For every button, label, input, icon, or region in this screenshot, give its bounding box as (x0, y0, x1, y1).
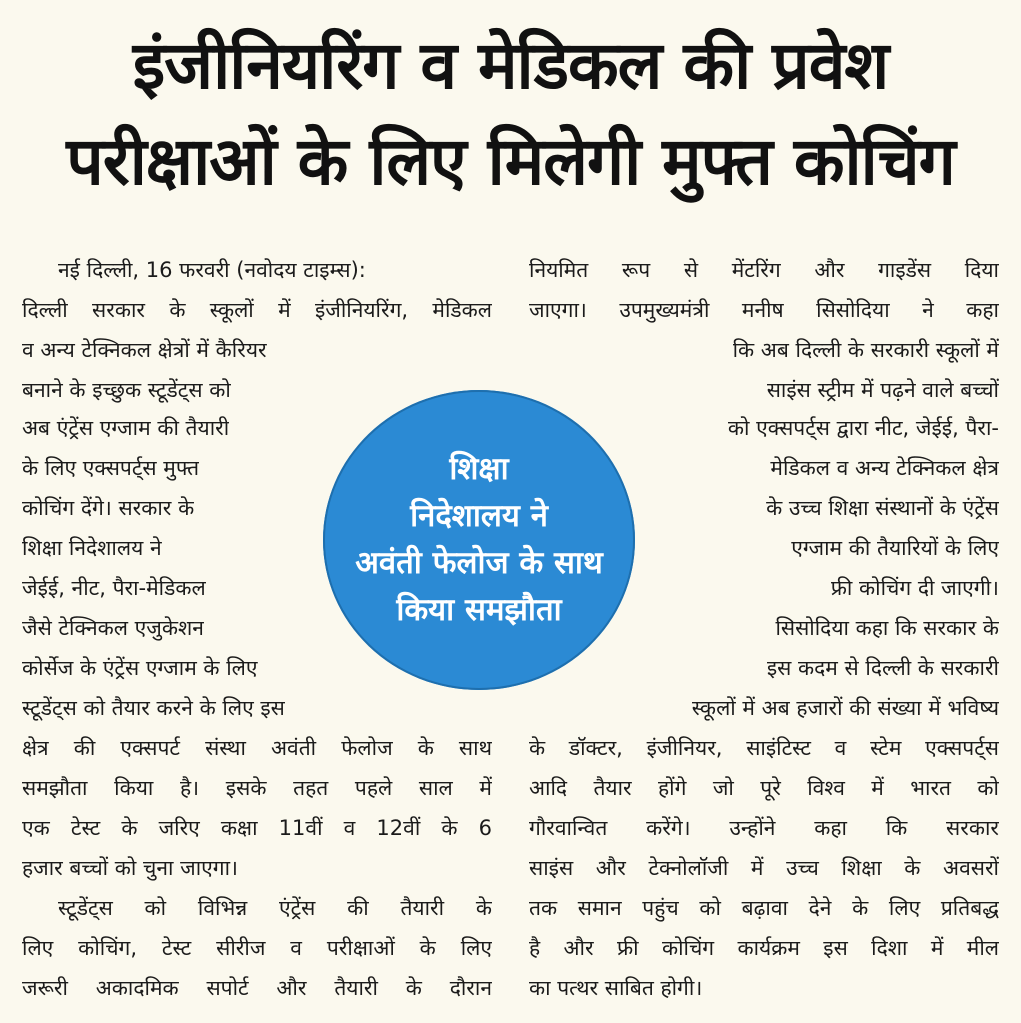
article-line: दिल्ली सरकार के स्कूलों में इंजीनियरिंग, मेडिकल (22, 298, 492, 322)
article-line: है और फ्री कोचिंग कार्यक्रम इस दिशा में मील (529, 936, 999, 960)
article-line: कोचिंग देंगे। सरकार के (22, 496, 195, 520)
headline-line-1: इंजीनियरिंग व मेडिकल की प्रवेश (132, 27, 889, 104)
pull-quote-line-3: अवंती फेलोज के साथ (355, 545, 603, 581)
article-line: साइंस और टेक्नोलॉजी में उच्च शिक्षा के अवसरों (529, 856, 999, 880)
article-line: शिक्षा निदेशालय ने (22, 536, 162, 560)
article-line: के डॉक्टर, इंजीनियर, साइंटिस्ट व स्टेम एक्सपर्ट्स (529, 736, 999, 760)
article-line: के उच्च शिक्षा संस्थानों के एंट्रेंस (766, 496, 999, 520)
article-line: व अन्य टेक्निकल क्षेत्रों में कैरियर (22, 338, 267, 362)
article-line: स्टूडेंट्स को विभिन्न एंट्रेंस की तैयारी के (58, 896, 492, 920)
article-line: आदि तैयार होंगे जो पूरे विश्व में भारत को (529, 776, 999, 800)
pull-quote-line-4: किया समझौता (396, 592, 562, 628)
article-line: जरूरी अकादमिक सपोर्ट और तैयारी के दौरान (22, 976, 492, 1000)
article-line: कि अब दिल्ली के सरकारी स्कूलों में (732, 338, 999, 362)
headline (0, 18, 1021, 210)
pull-quote-circle (323, 390, 635, 690)
headline-line-2: परीक्षाओं के लिए मिलेगी मुफ्त कोचिंग (66, 123, 955, 200)
article-line: क्षेत्र की एक्सपर्ट संस्था अवंती फेलोज के साथ (22, 736, 492, 760)
article-line: जैसे टेक्निकल एजुकेशन (22, 616, 204, 640)
article-line: लिए कोचिंग, टेस्ट सीरीज व परीक्षाओं के लिए (22, 936, 492, 960)
article-line: तक समान पहुंच को बढ़ावा देने के लिए प्रतिबद्ध (529, 896, 999, 920)
article-line: इस कदम से दिल्ली के सरकारी (766, 656, 999, 680)
article-line: को एक्सपर्ट्स द्वारा नीट, जेईई, पैरा- (727, 416, 999, 440)
pull-quote-line-2: निदेशालय ने (410, 498, 548, 534)
article-line: मेडिकल व अन्य टेक्निकल क्षेत्र (770, 456, 999, 480)
article-line: का पत्थर साबित होगी। (529, 976, 703, 1000)
article-line: हजार बच्चों को चुना जाएगा। (22, 856, 238, 880)
article-line: नियमित रूप से मेंटरिंग और गाइडेंस दिया (529, 258, 999, 282)
article-line: स्कूलों में अब हजारों की संख्या में भविष्य (691, 696, 999, 720)
article-line: समझौता किया है। इसके तहत पहले साल में (22, 776, 492, 800)
article-line: फ्री कोचिंग दी जाएगी। (830, 576, 999, 600)
article-line: एग्जाम की तैयारियों के लिए (791, 536, 999, 560)
article-line: कोर्सेज के एंट्रेंस एग्जाम के लिए (22, 656, 258, 680)
article-line: जाएगा। उपमुख्यमंत्री मनीष सिसोदिया ने कहा (529, 298, 999, 322)
article-line: साइंस स्ट्रीम में पढ़ने वाले बच्चों (766, 378, 999, 402)
article-line: गौरवान्वित करेंगे। उन्होंने कहा कि सरकार (529, 816, 999, 840)
article-line: सिसोदिया कहा कि सरकार के (775, 616, 999, 640)
pull-quote-line-1: शिक्षा (449, 451, 509, 487)
article-line: अब एंट्रेंस एग्जाम की तैयारी (22, 416, 230, 440)
article-line: बनाने के इच्छुक स्टूडेंट्स को (22, 378, 231, 402)
article-line: स्टूडेंट्स को तैयार करने के लिए इस (22, 696, 285, 720)
article-line: जेईई, नीट, पैरा-मेडिकल (22, 576, 206, 600)
article-line: नई दिल्ली, 16 फरवरी (नवोदय टाइम्स): (58, 258, 366, 282)
article-line: एक टेस्ट के जरिए कक्षा 11वीं व 12वीं के 6 (22, 816, 492, 840)
article-line: के लिए एक्सपर्ट्स मुफ्त (22, 456, 200, 480)
